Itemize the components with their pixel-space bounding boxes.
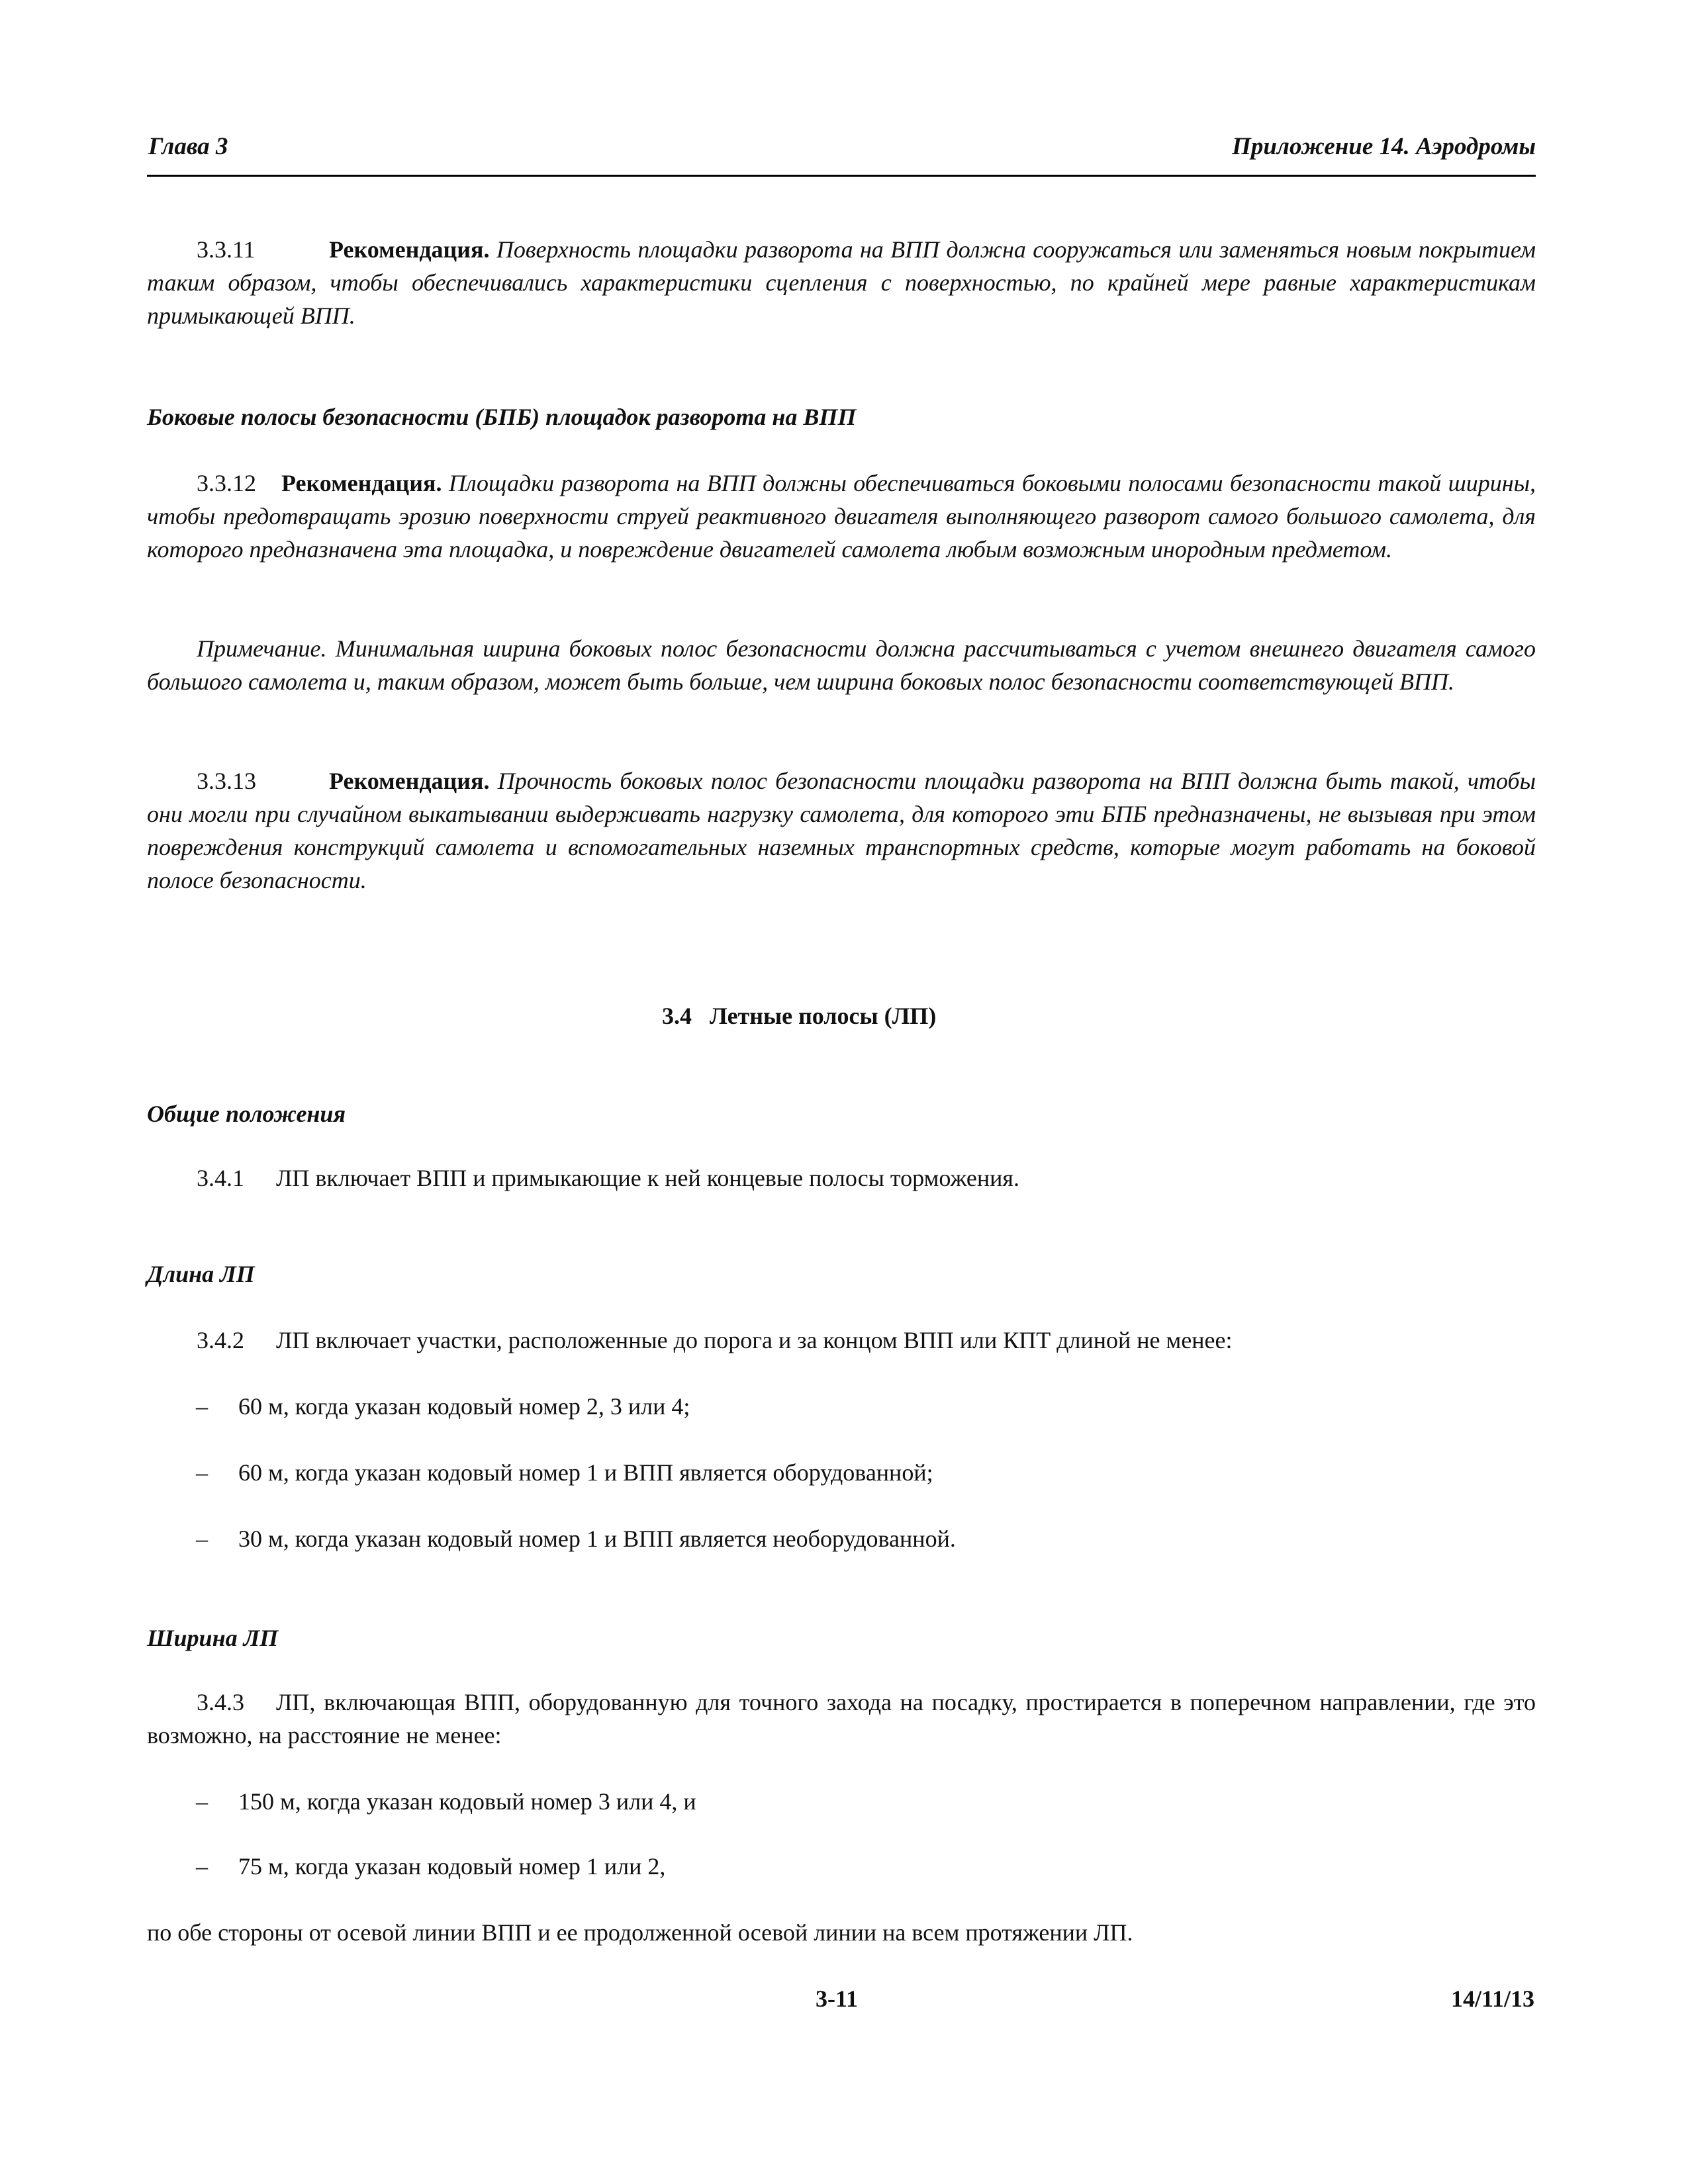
paragraph-3-4-3 <box>147 1686 1536 1752</box>
paragraph-3-3-12 <box>147 467 1536 566</box>
note-paragraph: Примечание. Минимальная ширина боковых полос безопасности должна рассчитываться с учетом внешнего двигателя самого большого самолета и, таким образом, может быть больше, чем ширина боковых полос безопасности соответствующей ВПП. <box>147 635 1536 695</box>
paragraph-3-3-13 <box>147 764 1536 897</box>
list-item <box>196 1785 696 1818</box>
paragraph-number: 3.3.11 <box>197 236 256 263</box>
paragraph-number: 3.4.1 <box>197 1165 244 1191</box>
paragraph-text: ЛП, включающая ВПП, оборудованную для точного захода на посадку, простирается в поперечном направлении, где это возможно, на расстояние не менее: <box>147 1689 1536 1749</box>
paragraph-text: Прочность боковых полос безопасности площадки разворота на ВПП должна быть такой, чтобы они могли при случайном выкатывании выдерживать нагрузку самолета, для которого эти БПБ предназначены, не вызывая при этом повреждения конструкций самолета и вспомогательных наземных транспортных средств, которые могут работать на боковой полосе безопасности. <box>147 768 1536 893</box>
list-item-text: 75 м, когда указан кодовый номер 1 или 2, <box>238 1853 666 1880</box>
paragraph-text: Поверхность площадки разворота на ВПП должна сооружаться или заменяться новым покрытием таким образом, чтобы обеспечивались характеристики сцепления с поверхностью, по крайней мере равные характеристикам примыкающей ВПП. <box>147 236 1536 329</box>
dash-bullet: – <box>196 1525 208 1552</box>
list-item <box>196 1522 956 1555</box>
subheading-general: Общие положения <box>147 1101 346 1127</box>
paragraph-3-4-2 <box>147 1324 1536 1357</box>
subheading-width: Ширина ЛП <box>147 1625 279 1651</box>
list-item-text: 30 м, когда указан кодовый номер 1 и ВПП является необорудованной. <box>238 1525 956 1552</box>
dash-bullet: – <box>196 1393 208 1420</box>
subheading-length: Длина ЛП <box>147 1261 255 1287</box>
paragraph-text: ЛП включает ВПП и примыкающие к ней концевые полосы торможения. <box>276 1165 1019 1191</box>
section-name: Летные полосы (ЛП) <box>710 1003 937 1029</box>
list-item-text: 60 м, когда указан кодовый номер 1 и ВПП является оборудованной; <box>238 1459 933 1486</box>
paragraph-number: 3.3.12 <box>197 470 256 496</box>
list-item <box>196 1456 933 1489</box>
revision-date: 14/11/13 <box>1450 1985 1534 2012</box>
dash-bullet: – <box>196 1788 208 1815</box>
paragraph-number: 3.3.13 <box>197 768 256 794</box>
paragraph-text: ЛП включает участки, расположенные до порога и за концом ВПП или КПТ длиной не менее: <box>276 1327 1233 1353</box>
section-number: 3.4 <box>662 1003 692 1029</box>
chapter-label: Глава 3 <box>148 133 228 160</box>
section-title <box>662 999 936 1032</box>
closing-paragraph: по обе стороны от осевой линии ВПП и ее продолженной осевой линии на всем протяжении ЛП. <box>147 1919 1133 1946</box>
list-item <box>196 1850 665 1883</box>
paragraph-3-3-11 <box>147 233 1536 332</box>
list-item-text: 150 м, когда указан кодовый номер 3 или 4, и <box>238 1788 696 1815</box>
paragraph-3-4-1 <box>147 1161 1536 1195</box>
list-item <box>196 1390 690 1423</box>
paragraph-text: Площадки разворота на ВПП должны обеспечиваться боковыми полосами безопасности такой ширины, чтобы предотвращать эрозию поверхности струей реактивного двигателя выполняющего разворот самого большого самолета, для которого предназначена эта площадка, и повреждение двигателей самолета любым возможным инородным предметом. <box>147 470 1536 563</box>
recommendation-label: Рекомендация. <box>329 236 490 263</box>
recommendation-label: Рекомендация. <box>281 470 442 496</box>
paragraph-number: 3.4.2 <box>197 1327 244 1353</box>
dash-bullet: – <box>196 1853 208 1880</box>
annex-title: Приложение 14. Аэродромы <box>1232 133 1536 160</box>
running-header <box>147 131 1536 177</box>
subheading-side-strips: Боковые полосы безопасности (БПБ) площадок разворота на ВПП <box>147 404 857 430</box>
page-number: 3-11 <box>816 1985 859 2012</box>
list-item-text: 60 м, когда указан кодовый номер 2, 3 или 4; <box>238 1393 690 1420</box>
recommendation-label: Рекомендация. <box>329 768 490 794</box>
dash-bullet: – <box>196 1459 208 1486</box>
paragraph-number: 3.4.3 <box>197 1689 244 1715</box>
